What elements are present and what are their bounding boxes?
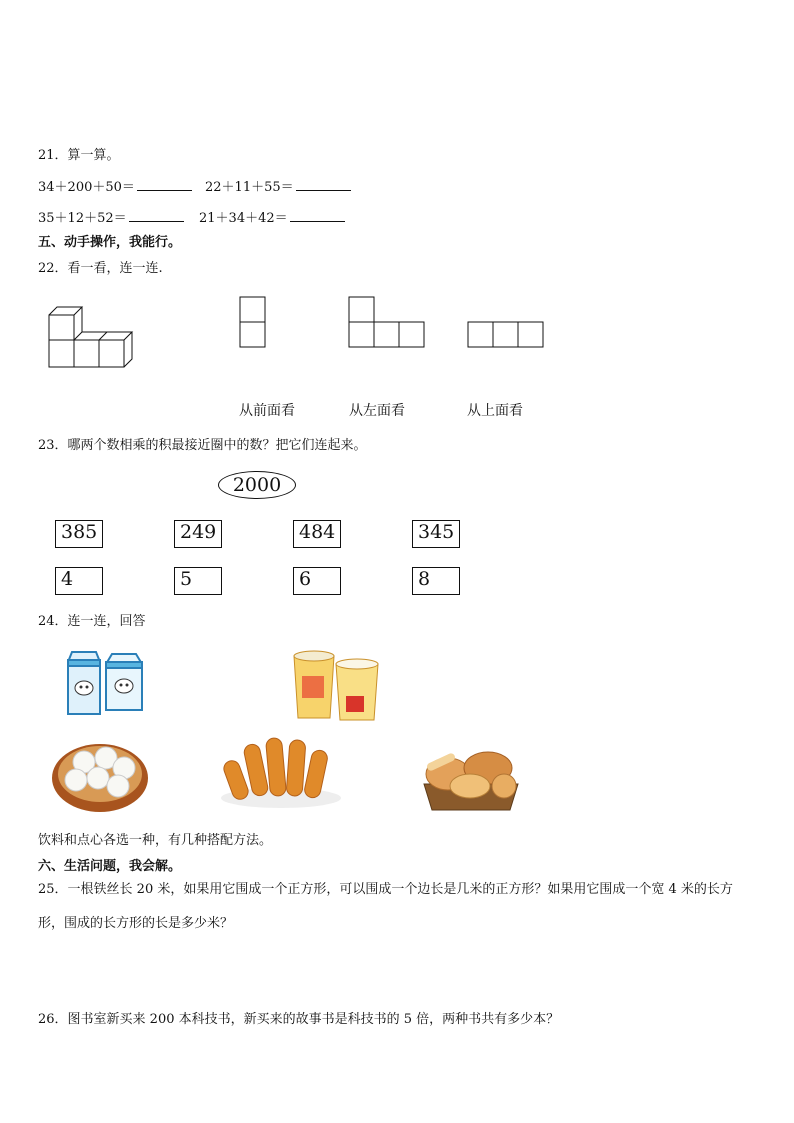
top-number-box[interactable]: 249 (174, 520, 222, 548)
q21-expr-1-text: 34＋200＋50＝ (38, 180, 135, 195)
q21-expr-1 (38, 178, 192, 196)
bottom-number-box[interactable]: 8 (412, 567, 460, 595)
cube-figure (48, 305, 138, 370)
top-number-box[interactable]: 385 (55, 520, 103, 548)
answer-blank[interactable] (290, 209, 345, 222)
view-shape-top (467, 321, 547, 350)
q21-expr-2-text: 22＋11＋55＝ (205, 180, 294, 195)
section-5-title: 五、动手操作，我能行。 (38, 235, 182, 250)
top-number-box[interactable]: 484 (293, 520, 341, 548)
q21-expr-3-text: 35＋12＋52＝ (38, 211, 127, 226)
target-oval[interactable]: 2000 (218, 471, 296, 499)
label-top-view: 从上面看 (467, 403, 523, 419)
q22-title: 22．看一看，连一连. (38, 261, 163, 276)
q23-title: 23．哪两个数相乘的积最接近圈中的数？把它们连起来。 (38, 438, 367, 453)
q24-title: 24．连一连，回答 (38, 614, 146, 629)
milk-carton-image[interactable] (62, 648, 148, 718)
view-shape-left (348, 296, 428, 350)
q25-text: 25．一根铁丝长 20 米，如果用它围成一个正方形，可以围成一个边长是几米的正方形？如果用它围成一个宽 4 米的长方形，围成的长方形的长是多少米？ (38, 882, 733, 931)
drink-cups-image[interactable] (290, 646, 382, 722)
steamed-buns-image[interactable] (50, 732, 150, 814)
bottom-number-box[interactable]: 4 (55, 567, 103, 595)
label-front-view: 从前面看 (239, 403, 295, 419)
q21-expr-3 (38, 209, 184, 227)
bottom-number-box[interactable]: 5 (174, 567, 222, 595)
answer-blank[interactable] (296, 178, 351, 191)
q21-title: 21．算一算。 (38, 148, 120, 163)
q21-expr-4-text: 21＋34＋42＝ (199, 211, 288, 226)
answer-blank[interactable] (129, 209, 184, 222)
q21-expr-2 (205, 178, 351, 196)
answer-blank[interactable] (137, 178, 192, 191)
fried-dough-sticks-image[interactable] (218, 730, 344, 812)
view-shape-front (239, 296, 267, 350)
section-6-title: 六、生活问题，我会解。 (38, 859, 182, 874)
q21-expr-4 (199, 209, 345, 227)
bread-basket-image[interactable] (418, 740, 524, 812)
top-number-box[interactable]: 345 (412, 520, 460, 548)
bottom-number-box[interactable]: 6 (293, 567, 341, 595)
q24-question: 饮料和点心各选一种，有几种搭配方法。 (38, 833, 273, 848)
q26-text: 26．图书室新买来 200 本科技书，新买来的故事书是科技书的 5 倍，两种书共有多少本？ (38, 1012, 560, 1027)
label-left-view: 从左面看 (349, 403, 405, 419)
